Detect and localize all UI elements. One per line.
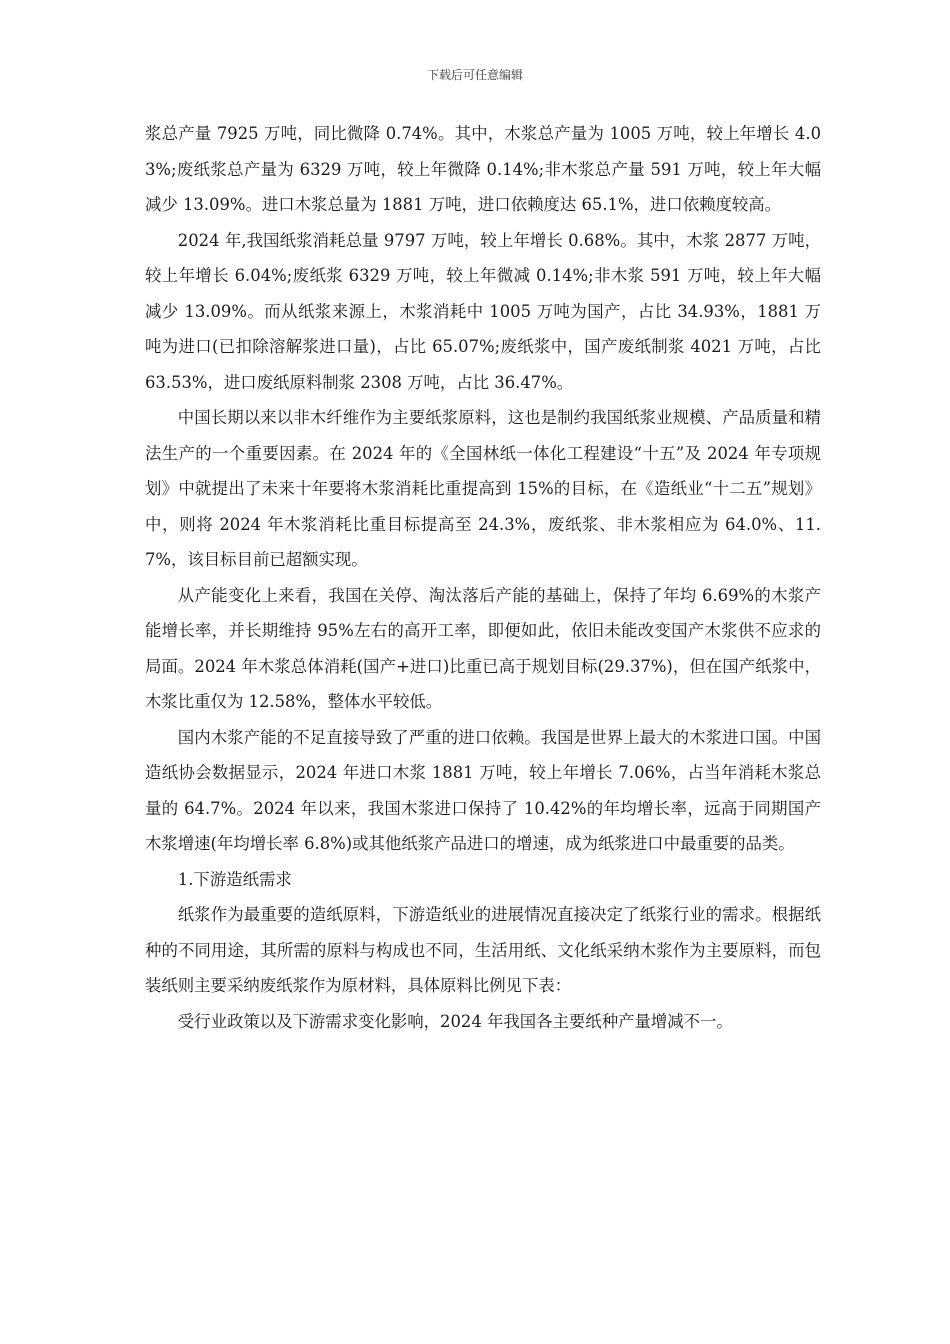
paragraph-capacity-change: 从产能变化上来看，我国在关停、淘汰落后产能的基础上，保持了年均 6.69%的木浆产能增长率，并长期维持 95%左右的高开工率，即便如此，依旧未能改变国产木浆供不应求的局面。2024 年木浆总体消耗(国产+进口)比重已高于规划目标(29.37%)，但在国产纸浆中，木浆比重仅为 12.58%，整体水平较低。 bbox=[145, 585, 821, 711]
paragraph-non-wood-fiber: 中国长期以来以非木纤维作为主要纸浆原料，这也是制约我国纸浆业规模、产品质量和精法生产的一个重要因素。在 2024 年的《全国林纸一体化工程建设“十五”及 2024 年专项规划》中就提出了未来十年要将木浆消耗比重提高到 15%的目标，在《造纸业“十二五”规划》中，则将 2024 年木浆消耗比重目标提高至 24.3%，废纸浆、非木浆相应为 64.0%、11.7%，该目标目前已超额实现。 bbox=[145, 408, 821, 569]
paragraph-paper-output: 受行业政策以及下游需求变化影响，2024 年我国各主要纸种产量增减不一。 bbox=[177, 1011, 733, 1031]
section-heading-downstream-demand: 1.下游造纸需求 bbox=[177, 869, 292, 889]
page-header-note: 下载后可任意编辑 bbox=[426, 68, 523, 82]
paragraph-pulp-production: 浆总产量 7925 万吨，同比微降 0.74%。其中，木浆总产量为 1005 万吨，较上年增长 4.03%;废纸浆总产量为 6329 万吨，较上年微降 0.14%;非木浆总产量 591 万吨，较上年大幅减少 13.09%。进口木浆总量为 1881 万吨，进口依赖度达 65.1%，进口依赖度较高。 bbox=[145, 124, 821, 214]
paragraph-import-dependence: 国内木浆产能的不足直接导致了严重的进口依赖。我国是世界上最大的木浆进口国。中国造纸协会数据显示，2024 年进口木浆 1881 万吨，较上年增长 7.06%，占当年消耗木浆总量的 64.7%。2024 年以来，我国木浆进口保持了 10.42%的年均增长率，远高于同期国产木浆增速(年均增长率 6.8%)或其他纸浆产品进口的增速，成为纸浆进口中最重要的品类。 bbox=[145, 727, 821, 853]
paragraph-downstream-demand: 纸浆作为最重要的造纸原料，下游造纸业的进展情况直接决定了纸浆行业的需求。根据纸种的不同用途，其所需的原料与构成也不同，生活用纸、文化纸采纳木浆作为主要原料，而包装纸则主要采纳废纸浆作为原材料，具体原料比例见下表： bbox=[145, 905, 821, 995]
document-body bbox=[145, 116, 821, 1039]
paragraph-pulp-consumption: 2024 年,我国纸浆消耗总量 9797 万吨，较上年增长 0.68%。其中，木浆 2877 万吨，较上年增长 6.04%;废纸浆 6329 万吨，较上年微减 0.14%;非木浆 591 万吨，较上年大幅减少 13.09%。而从纸浆来源上，木浆消耗中 1005 万吨为国产，占比 34.93%，1881 万吨为进口(已扣除溶解浆进口量)，占比 65.07%;废纸浆中，国产废纸制浆 4021 万吨，占比 63.53%，进口废纸原料制浆 2308 万吨，占比 36.47%。 bbox=[145, 230, 821, 392]
